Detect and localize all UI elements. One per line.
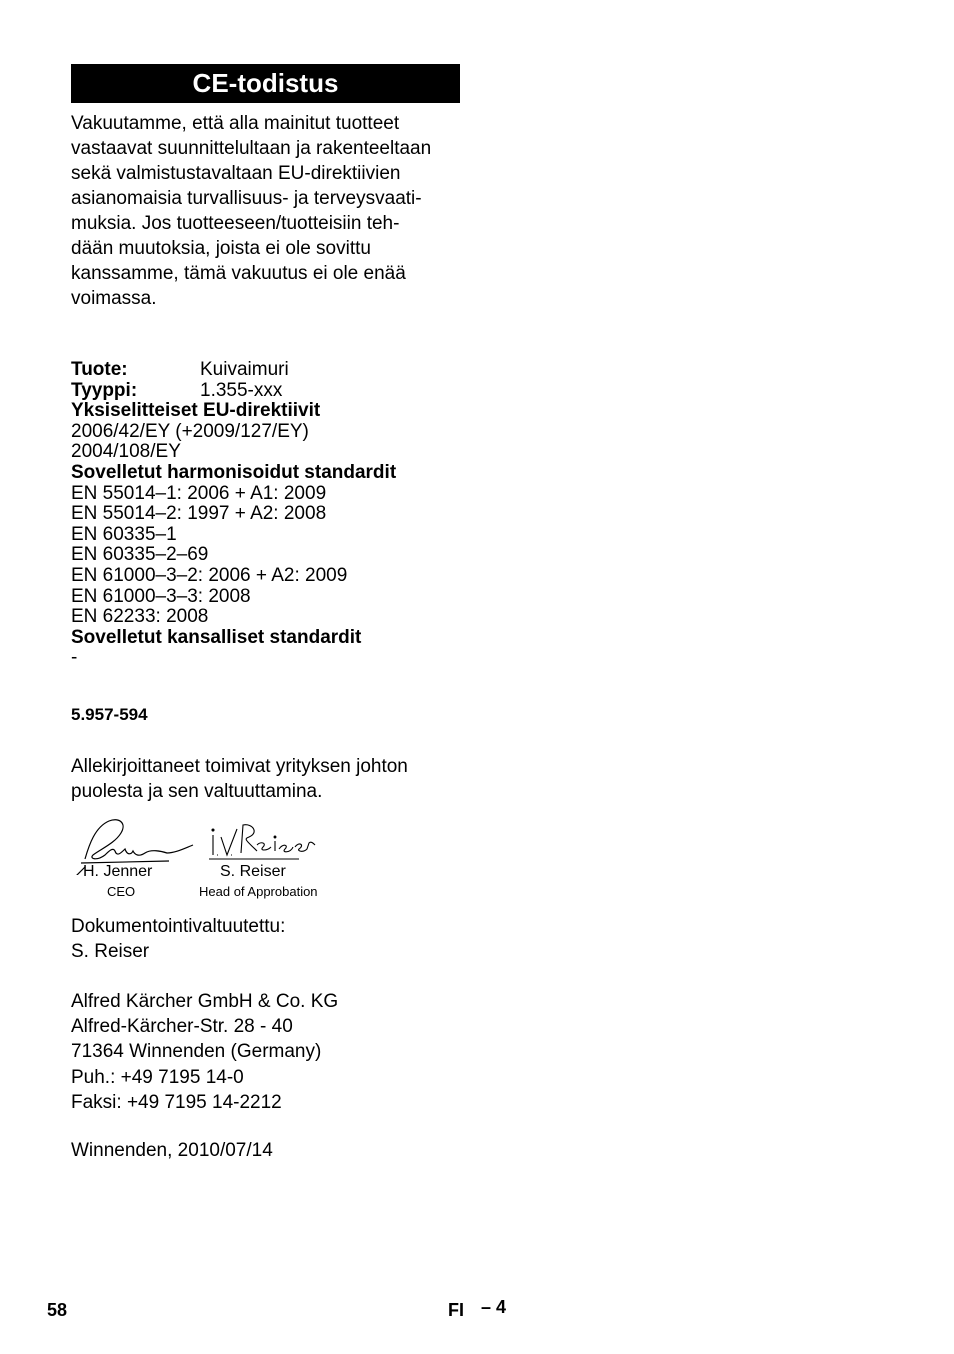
- doc-authority-label: Dokumentointivaltuutettu:: [71, 916, 286, 937]
- national-heading: Sovelletut kansalliset standardit: [71, 626, 362, 648]
- product-value: Kuivaimuri: [200, 359, 289, 380]
- type-row: [71, 381, 491, 402]
- directive-item: 2006/42/EY (+2009/127/EY): [71, 420, 309, 442]
- intro-line: asianomaisia turvallisuus- ja terveysvaati-: [71, 188, 422, 209]
- page-title-text: CE-todistus: [192, 68, 339, 98]
- intro-line: kanssamme, tämä vakuutus ei ole enää: [71, 263, 406, 284]
- address-line: Alfred Kärcher GmbH & Co. KG: [71, 991, 339, 1012]
- address-line: Puh.: +49 7195 14-0: [71, 1066, 244, 1088]
- signature-block: [71, 815, 351, 905]
- intro-paragraph: [71, 111, 466, 311]
- national-value: -: [71, 647, 78, 669]
- signatory-name: S. Reiser: [220, 863, 286, 880]
- standard-item: EN 61000–3–3: 2008: [71, 585, 251, 607]
- intro-line: vastaavat suunnittelultaan ja rakenteeltaan: [71, 138, 432, 159]
- intro-line: muksia. Jos tuotteeseen/tuotteisiin teh-: [71, 213, 400, 234]
- standard-item: EN 60335–1: [71, 523, 177, 545]
- signers-statement: [71, 754, 408, 804]
- document-number: 5.957-594: [71, 705, 148, 724]
- page-title: [71, 64, 460, 103]
- product-spec: [71, 360, 491, 669]
- address-line: 71364 Winnenden (Germany): [71, 1041, 322, 1063]
- address-line: Alfred-Kärcher-Str. 28 - 40: [71, 1016, 293, 1038]
- type-value: 1.355-xxx: [200, 379, 283, 401]
- standard-item: EN 55014–1: 2006 + A1: 2009: [71, 482, 327, 504]
- signature-reiser: [209, 825, 315, 859]
- signatory-role: Head of Approbation: [199, 884, 318, 899]
- company-address: [71, 989, 338, 1115]
- address-line: Faksi: +49 7195 14-2212: [71, 1091, 282, 1113]
- standard-item: EN 60335–2–69: [71, 544, 209, 566]
- standard-item: EN 62233: 2008: [71, 606, 209, 628]
- directives-heading: Yksiselitteiset EU-direktiivit: [71, 400, 321, 422]
- directive-item: 2004/108/EY: [71, 441, 181, 463]
- standard-item: EN 61000–3–2: 2006 + A2: 2009: [71, 564, 348, 586]
- signatory-name: H. Jenner: [83, 863, 153, 880]
- harmonised-heading: Sovelletut harmonisoidut standardit: [71, 461, 397, 483]
- signers-line: Allekirjoittaneet toimivat yrityksen johton: [71, 756, 408, 777]
- product-row: [71, 360, 491, 381]
- intro-line: dään muutoksia, joista ei ole sovittu: [71, 238, 371, 259]
- standard-item: EN 55014–2: 1997 + A2: 2008: [71, 503, 327, 525]
- documentation-authority: [71, 914, 285, 964]
- signers-line: puolesta ja sen valtuuttamina.: [71, 781, 323, 802]
- product-label: Tuote:: [71, 359, 128, 380]
- language-code: FI: [448, 1300, 464, 1320]
- intro-line: Vakuutamme, että alla mainitut tuotteet: [71, 113, 400, 134]
- intro-line: sekä valmistustavaltaan EU-direktiivien: [71, 163, 401, 184]
- type-label: Tyyppi:: [71, 379, 138, 401]
- place-date: Winnenden, 2010/07/14: [71, 1140, 273, 1161]
- intro-line: voimassa.: [71, 288, 157, 309]
- section-page: – 4: [481, 1297, 507, 1317]
- page-number: 58: [47, 1300, 68, 1320]
- doc-authority-name: S. Reiser: [71, 941, 150, 962]
- signatory-role: CEO: [107, 884, 136, 899]
